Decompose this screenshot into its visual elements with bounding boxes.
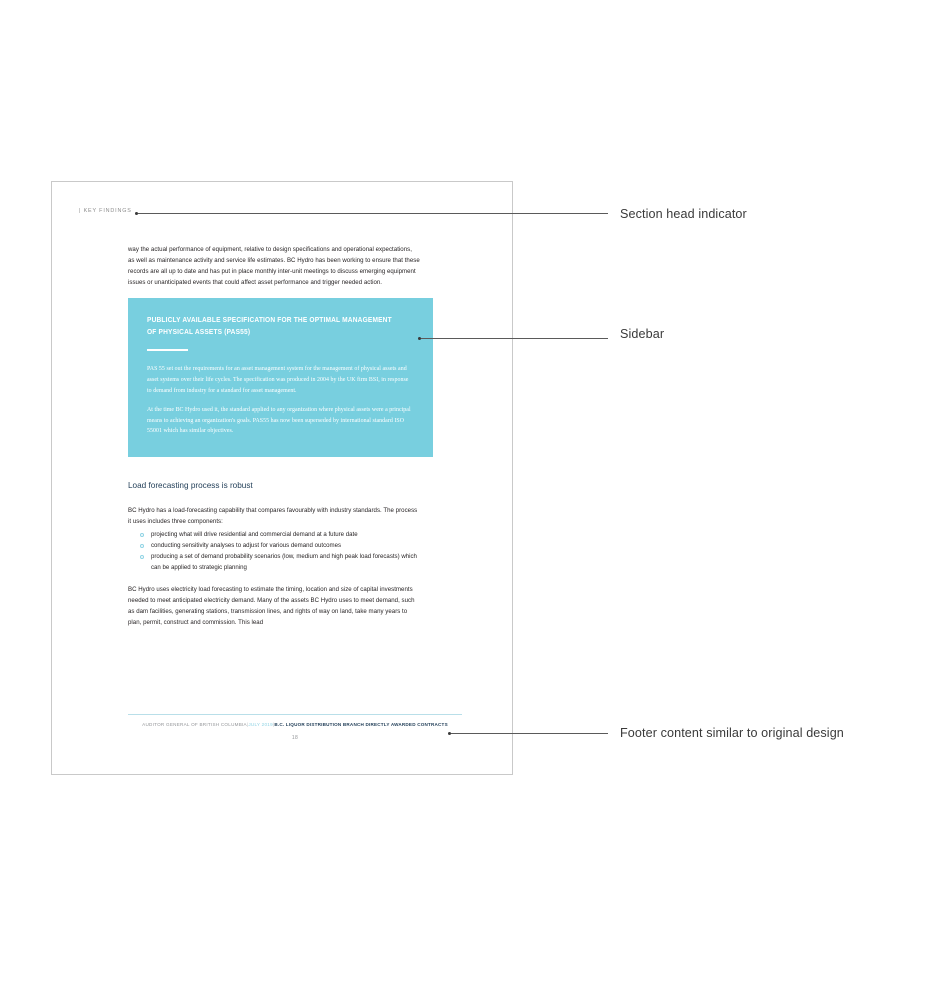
bullet-list bbox=[128, 529, 420, 573]
running-head-key-findings: | KEY FINDINGS bbox=[79, 208, 132, 214]
bullet-circle-icon bbox=[140, 544, 144, 548]
footer-credit-line bbox=[128, 722, 462, 727]
sidebar-callout bbox=[128, 298, 433, 457]
annotation-leader-footer bbox=[451, 733, 608, 734]
list-item-label: producing a set of demand probability scenarios (low, medium and high peak load forecasts) which can be applied to strategic planning bbox=[151, 553, 417, 572]
list-item bbox=[140, 529, 420, 540]
intro-paragraph: way the actual performance of equipment, relative to design specifications and operational expectations, as well as maintenance activity and service life estimates. BC Hydro has been working to ensure that these records are all up to date and has put in place monthly inter-unit meetings to discuss emerging equipment issues or unanticipated events that could affect asset performance and trigger needed action. bbox=[128, 246, 420, 287]
footer-separator-2: | bbox=[272, 722, 275, 727]
sidebar-paragraph-1: PAS 55 set out the requirements for an asset management system for the management of physical assets and asset systems over their life cycles. The specification was produced in 2004 by the UK firm BSI, in response to demand from industry for a standard for asset management. bbox=[147, 366, 409, 394]
bullet-circle-icon bbox=[140, 533, 144, 537]
footer-divider-rule bbox=[128, 714, 462, 715]
footer-organization: AUDITOR GENERAL OF BRITISH COLUMBIA bbox=[142, 722, 247, 727]
annotation-leader-section-head bbox=[138, 213, 608, 214]
closing-paragraph: BC Hydro uses electricity load forecasting to estimate the timing, location and size of capital investments needed to meet anticipated electricity demand. Many of the assets BC Hydro uses to meet demand, such as dam facilities, generating stations, transmission lines, and rights of way on land, take many years to plan, permit, construct and commission. This lead bbox=[128, 585, 415, 626]
list-item bbox=[140, 551, 420, 573]
list-item-label: conducting sensitivity analyses to adjust for various demand outcomes bbox=[151, 542, 342, 550]
list-item bbox=[140, 540, 420, 551]
lead-in-paragraph: BC Hydro has a load-forecasting capability that compares favourably with industry standards. The process it uses includes three components: bbox=[128, 506, 418, 526]
sidebar-divider-rule bbox=[147, 349, 188, 352]
list-item-label: projecting what will drive residential and commercial demand at a future date bbox=[151, 531, 358, 539]
annotation-leader-sidebar bbox=[421, 338, 608, 339]
annotation-label-section-head: Section head indicator bbox=[620, 207, 747, 221]
page-footer bbox=[128, 714, 462, 741]
document-page bbox=[51, 181, 513, 775]
footer-separator-1: | bbox=[246, 722, 249, 727]
sidebar-title: PUBLICLY AVAILABLE SPECIFICATION FOR THE OPTIMAL MANAGEMENT OF PHYSICAL ASSETS (PAS55) bbox=[147, 316, 392, 336]
annotation-label-sidebar: Sidebar bbox=[620, 327, 665, 341]
footer-report-title: B.C. LIQUOR DISTRIBUTION BRANCH DIRECTLY AWARDED CONTRACTS bbox=[274, 722, 448, 727]
annotation-label-footer: Footer content similar to original design bbox=[620, 726, 844, 740]
footer-page-number: 18 bbox=[291, 735, 299, 741]
footer-date: JULY 2019 bbox=[248, 722, 273, 727]
section-heading: Load forecasting process is robust bbox=[128, 480, 253, 490]
bullet-circle-icon bbox=[140, 555, 144, 559]
sidebar-paragraph-2: At the time BC Hydro used it, the standard applied to any organization where physical assets were a principal means to achieving an organization's goals. PAS55 has now been superseded by international standard ISO 55001 which has similar objectives. bbox=[147, 407, 411, 435]
page-body-column bbox=[128, 244, 420, 638]
